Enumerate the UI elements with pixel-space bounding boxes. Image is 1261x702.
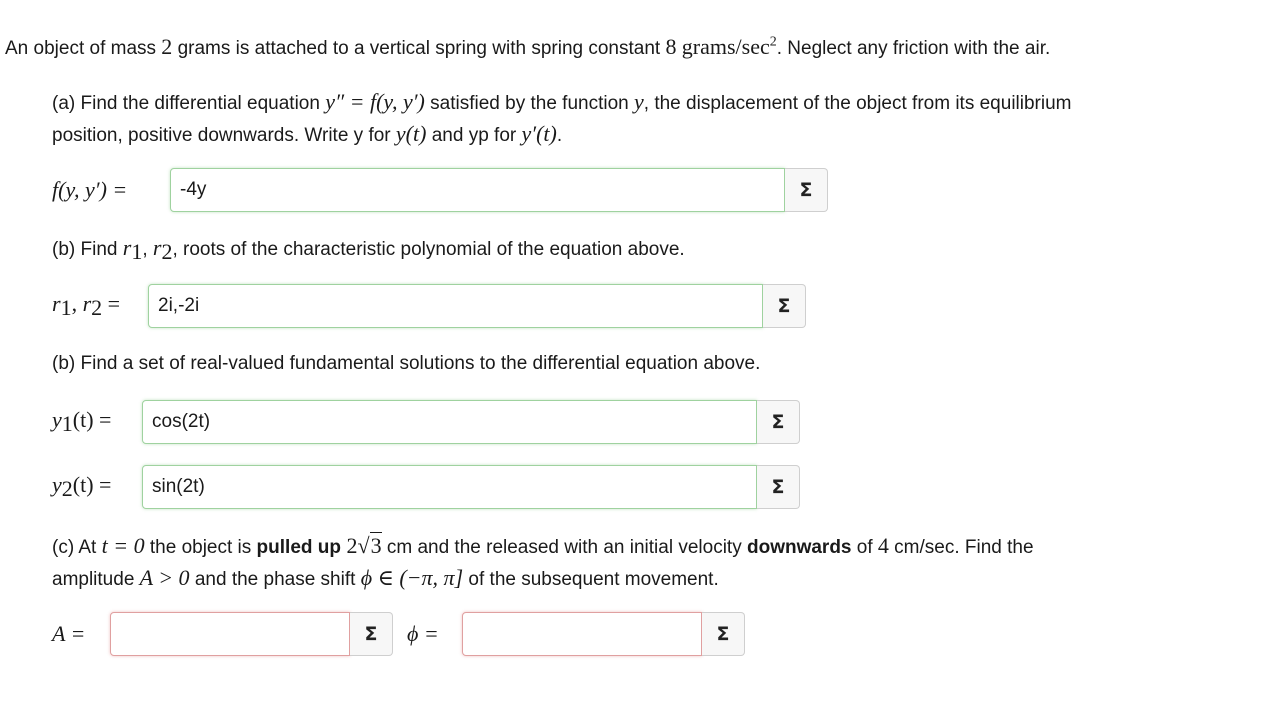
part-b-roots-question: (b) Find $r_1$, $r_2$, roots of the characteristic polynomial of the equation above. xyxy=(52,235,685,264)
equation-editor-button[interactable]: Σ xyxy=(702,612,745,656)
equation-editor-button[interactable]: Σ xyxy=(350,612,393,656)
intro-text: grams is attached to a vertical spring with spring constant xyxy=(172,38,666,59)
equation-editor-button[interactable]: Σ xyxy=(757,465,800,509)
equation-editor-button[interactable]: Σ xyxy=(763,284,806,328)
y1-answer-row xyxy=(52,400,800,444)
part-b-solutions-question: (b) Find a set of real-valued fundamental solutions to the differential equation above. xyxy=(52,353,761,374)
y1-label: $y_1(t)$ = xyxy=(52,407,112,436)
unit: grams/$\sec^2$ xyxy=(681,34,777,59)
y2-label: $y_2(t)$ = xyxy=(52,472,112,501)
mass-value: 2 xyxy=(161,34,173,59)
equation-editor-button[interactable]: Σ xyxy=(785,168,828,212)
roots-label: $r_1$, $r_2$ = xyxy=(52,291,121,320)
part-a-question: (a) Find the differential equation y″ = f(y, y′) satisfied by the function y, the displacement of the object from its equilibrium position, positive downwards. Write y for y(t) and yp for y′(t). xyxy=(52,89,1072,146)
y2-answer-row xyxy=(52,465,800,509)
part-a-answer-row xyxy=(52,168,828,212)
problem-intro xyxy=(5,34,1050,60)
spring-constant-value: 8 xyxy=(665,34,677,59)
f-label: f(y, y′) = xyxy=(52,177,128,202)
intro-text: . Neglect any friction with the air. xyxy=(776,38,1051,59)
y2-answer-input[interactable] xyxy=(142,465,757,509)
f-answer-input[interactable] xyxy=(170,168,785,212)
part-c-answer-row xyxy=(52,612,745,656)
amplitude-input[interactable] xyxy=(110,612,350,656)
part-c-question: (c) At t = 0 the object is pulled up 2√3 cm and the released with an initial velocity downwards of 4 cm/sec. Find the amplitude A > 0 and the phase shift ϕ ∈ (−π, π] of the subsequent movement. xyxy=(52,533,1034,590)
equation-editor-button[interactable]: Σ xyxy=(757,400,800,444)
phase-shift-label: ϕ = xyxy=(407,621,439,646)
intro-text: An object of mass xyxy=(5,38,162,59)
roots-answer-input[interactable] xyxy=(148,284,763,328)
y1-answer-input[interactable] xyxy=(142,400,757,444)
amplitude-label: A = xyxy=(52,621,86,646)
part-b-roots-answer-row xyxy=(52,284,806,328)
phase-shift-input[interactable] xyxy=(462,612,702,656)
